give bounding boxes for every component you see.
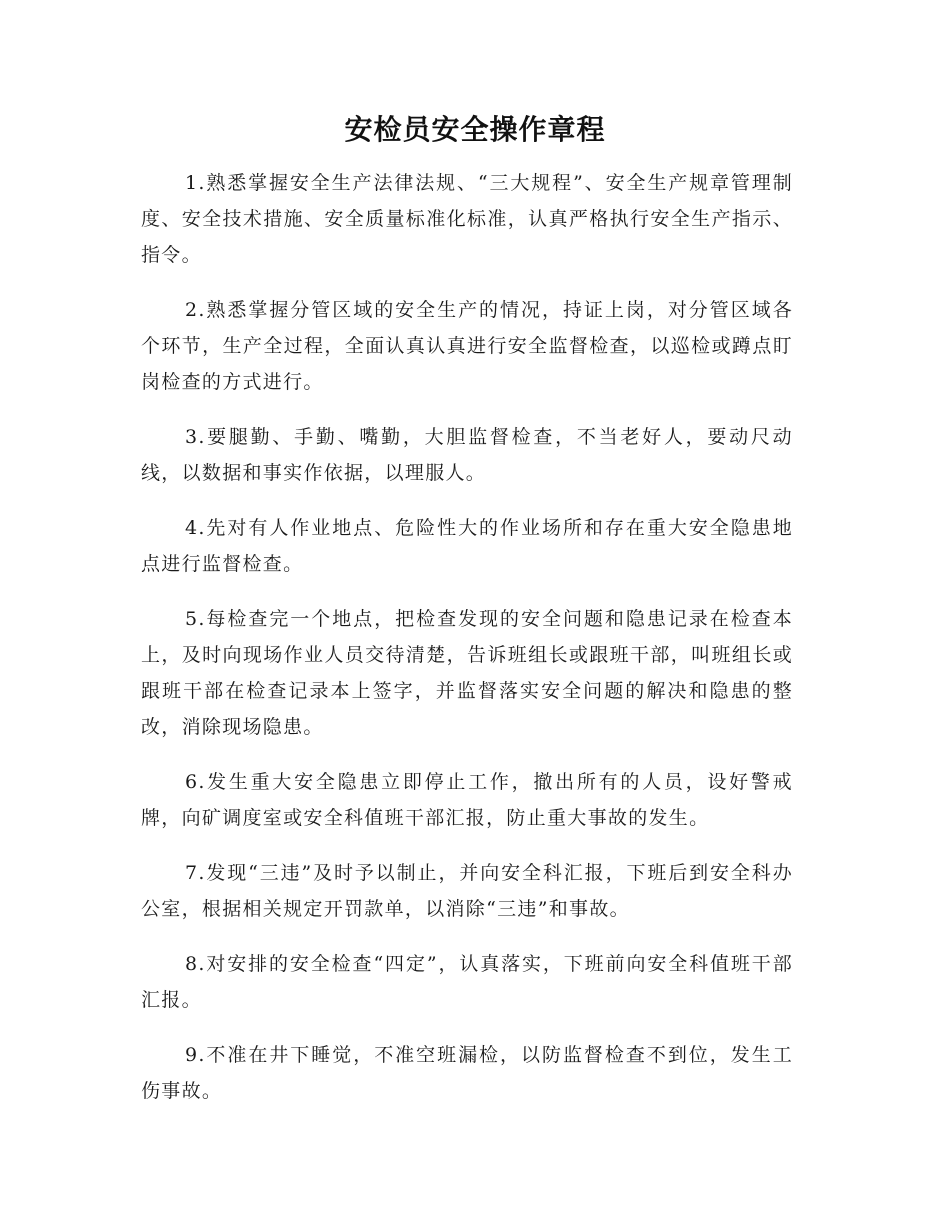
document-title: 安检员安全操作章程 (344, 113, 606, 146)
paragraph-2: 2.熟悉掌握分管区域的安全生产的情况，持证上岗，对分管区域各个环节，生产全过程，全面认真认真进行安全监督检查，以巡检或蹲点盯岗检查的方式进行。 (141, 299, 793, 393)
paragraph-8: 8.对安排的安全检查“四定”，认真落实，下班前向安全科值班干部汇报。 (141, 953, 793, 1011)
paragraph-3: 3.要腿勤、手勤、嘴勤，大胆监督检查，不当老好人，要动尺动线，以数据和事实作依据，以理服人。 (141, 426, 793, 484)
paragraph-4: 4.先对有人作业地点、危险性大的作业场所和存在重大安全隐患地点进行监督检查。 (141, 517, 793, 575)
paragraph-9: 9.不准在井下睡觉，不准空班漏检，以防监督检查不到位，发生工伤事故。 (141, 1044, 793, 1102)
paragraph-1: 1.熟悉掌握安全生产法律法规、“三大规程”、安全生产规章管理制度、安全技术措施、安全质量标准化标准，认真严格执行安全生产指示、指令。 (141, 172, 793, 266)
document-body (141, 165, 793, 1128)
paragraph-7: 7.发现“三违”及时予以制止，并向安全科汇报，下班后到安全科办公室，根据相关规定开罚款单，以消除“三违”和事故。 (141, 862, 793, 920)
paragraph-5: 5.每检查完一个地点，把检查发现的安全问题和隐患记录在检查本上，及时向现场作业人员交待清楚，告诉班组长或跟班干部，叫班组长或跟班干部在检查记录本上签字，并监督落实安全问题的解决和隐患的整改，消除现场隐患。 (141, 608, 793, 738)
paragraph-6: 6.发生重大安全隐患立即停止工作，撤出所有的人员，设好警戒牌，向矿调度室或安全科值班干部汇报，防止重大事故的发生。 (141, 771, 793, 829)
